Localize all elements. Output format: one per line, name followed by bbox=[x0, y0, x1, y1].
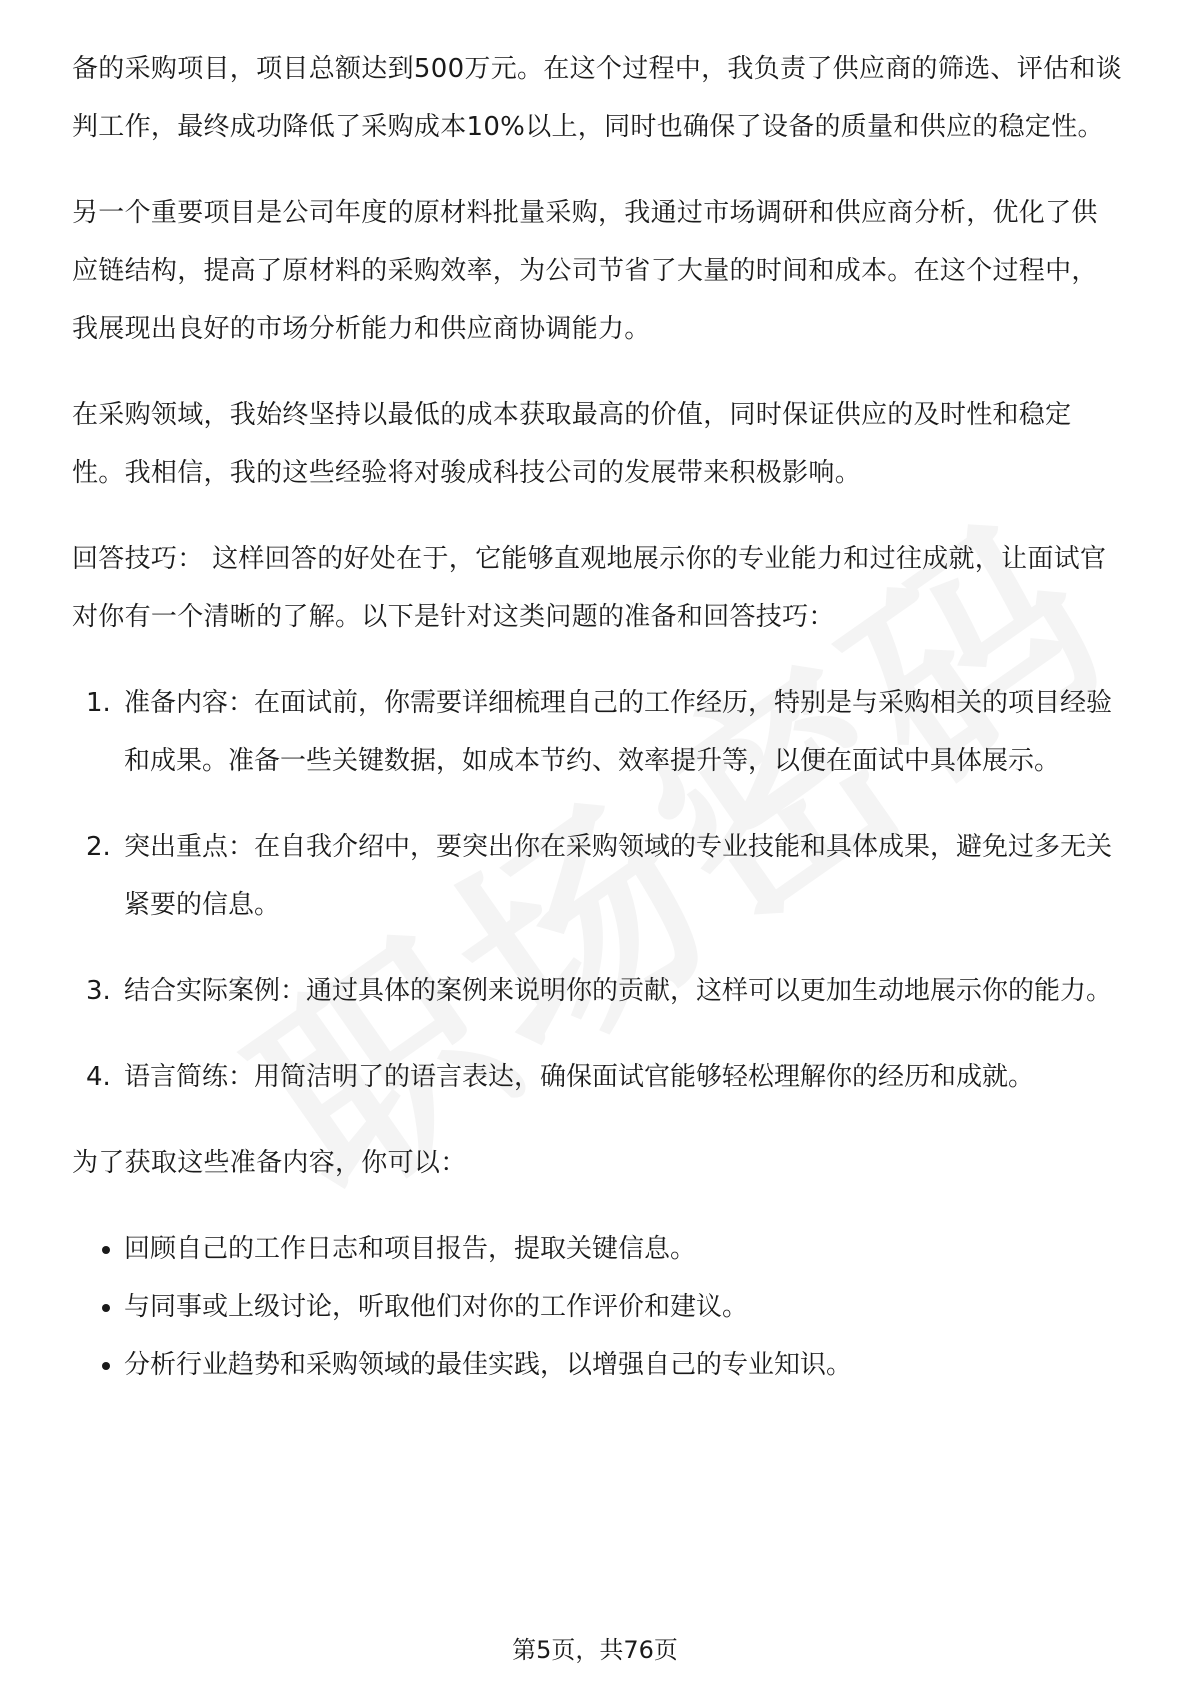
page-number: 第5页，共76页 bbox=[512, 1636, 678, 1664]
list-item bbox=[72, 818, 1122, 934]
list-item bbox=[72, 1220, 1122, 1278]
paragraph-3: 在采购领域，我始终坚持以最低的成本获取最高的价值，同时保证供应的及时性和稳定性。我相信，我的这些经验将对骏成科技公司的发展带来积极影响。 bbox=[72, 400, 1072, 488]
tips-list bbox=[72, 674, 1122, 1106]
list-item-text: 回顾自己的工作日志和项目报告，提取关键信息。 bbox=[124, 1234, 697, 1264]
list-item bbox=[72, 674, 1122, 790]
bullet-icon bbox=[102, 1246, 110, 1254]
list-item bbox=[72, 962, 1122, 1020]
list-item-text: 分析行业趋势和采购领域的最佳实践，以增强自己的专业知识。 bbox=[124, 1350, 853, 1380]
list-item-number: 2. bbox=[86, 832, 111, 862]
list-item-text: 准备内容：在面试前，你需要详细梳理自己的工作经历，特别是与采购相关的项目经验和成果。准备一些关键数据，如成本节约、效率提升等，以便在面试中具体展示。 bbox=[124, 688, 1113, 776]
paragraph-2: 另一个重要项目是公司年度的原材料批量采购，我通过市场调研和供应商分析，优化了供应链结构，提高了原材料的采购效率，为公司节省了大量的时间和成本。在这个过程中，我展现出良好的市场分析能力和供应商协调能力。 bbox=[72, 198, 1098, 344]
document-content bbox=[72, 40, 1122, 1394]
bullet-icon bbox=[102, 1362, 110, 1370]
list-item-text: 突出重点：在自我介绍中，要突出你在采购领域的专业技能和具体成果，避免过多无关紧要的信息。 bbox=[124, 832, 1113, 920]
list-item bbox=[72, 1336, 1122, 1394]
list-item-number: 4. bbox=[86, 1062, 111, 1092]
list-item-number: 1. bbox=[86, 688, 111, 718]
preparation-intro: 为了获取这些准备内容，你可以： bbox=[72, 1148, 467, 1178]
list-item-number: 3. bbox=[86, 976, 111, 1006]
preparation-list bbox=[72, 1220, 1122, 1394]
paragraph-answer-tips: 回答技巧： 这样回答的好处在于，它能够直观地展示你的专业能力和过往成就，让面试官对你有一个清晰的了解。以下是针对这类问题的准备和回答技巧： bbox=[72, 544, 1107, 632]
bullet-icon bbox=[102, 1304, 110, 1312]
list-item-text: 与同事或上级讨论，听取他们对你的工作评价和建议。 bbox=[124, 1292, 749, 1322]
list-item-text: 结合实际案例：通过具体的案例来说明你的贡献，这样可以更加生动地展示你的能力。 bbox=[124, 976, 1113, 1006]
list-item bbox=[72, 1278, 1122, 1336]
list-item-text: 语言简练：用简洁明了的语言表达，确保面试官能够轻松理解你的经历和成就。 bbox=[124, 1062, 1035, 1092]
paragraph-1: 备的采购项目，项目总额达到500万元。在这个过程中，我负责了供应商的筛选、评估和谈判工作，最终成功降低了采购成本10%以上，同时也确保了设备的质量和供应的稳定性。 bbox=[72, 54, 1122, 142]
list-item bbox=[72, 1048, 1122, 1106]
